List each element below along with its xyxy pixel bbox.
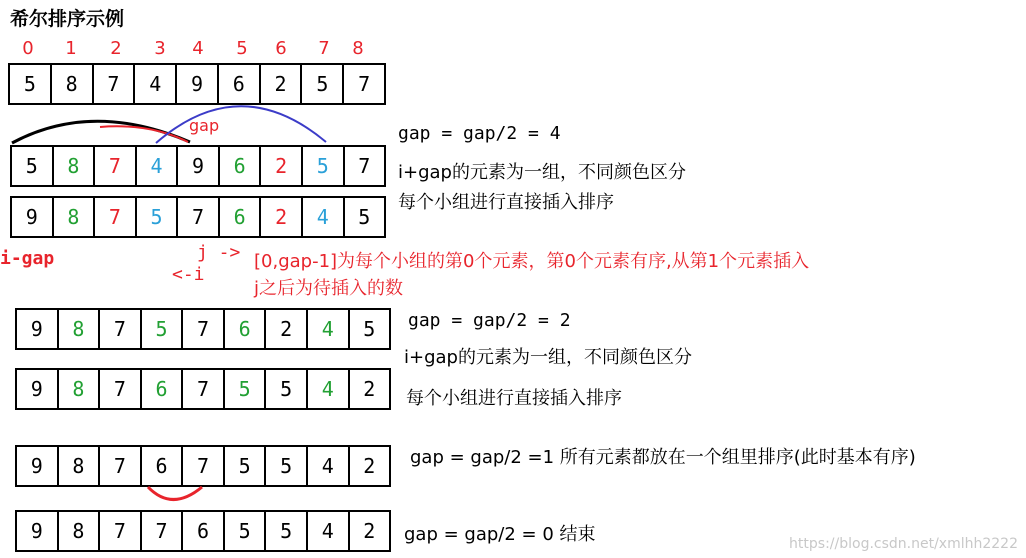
index-label: 1 <box>65 38 77 59</box>
array-cell: 9 <box>17 447 59 485</box>
note-insert-sort-1: 每个小组进行直接插入排序 <box>398 192 614 213</box>
array-cell: 8 <box>54 198 96 236</box>
index-label: 8 <box>352 38 364 59</box>
array-cell: 7 <box>142 512 184 550</box>
diagram-title: 希尔排序示例 <box>10 8 125 30</box>
array-row-gap0-final <box>15 510 391 552</box>
array-cell: 5 <box>10 65 52 103</box>
array-cell: 7 <box>100 370 142 408</box>
array-cell: 2 <box>261 198 303 236</box>
array-cell: 2 <box>363 519 376 543</box>
array-cell: 5 <box>225 447 267 485</box>
array-cell: 7 <box>358 72 371 96</box>
index-label: 4 <box>192 38 204 59</box>
index-label: 6 <box>275 38 287 59</box>
array-cell: 9 <box>178 147 220 185</box>
arc-blue-group <box>156 106 326 143</box>
note-insert-sort-2: 每个小组进行直接插入排序 <box>406 388 622 409</box>
array-cell: 4 <box>308 310 350 348</box>
index-label: 7 <box>318 38 330 59</box>
note-explain-1: [0,gap-1]为每个小组的第0个元素，第0个元素有序,从第1个元素插入 <box>254 251 810 272</box>
array-cell: 7 <box>100 512 142 550</box>
array-cell: 4 <box>137 147 179 185</box>
array-cell: 5 <box>303 147 345 185</box>
watermark: https://blog.csdn.net/xmlhh2222 <box>789 536 1018 552</box>
array-cell: 7 <box>183 310 225 348</box>
array-cell: 8 <box>59 512 101 550</box>
arc-black-group <box>12 121 190 143</box>
index-label: 0 <box>22 38 34 59</box>
array-cell: 7 <box>100 447 142 485</box>
array-cell: 7 <box>358 154 371 178</box>
note-gap-0: gap = gap/2 = 0 结束 <box>404 524 596 545</box>
array-cell: 7 <box>94 65 136 103</box>
array-cell: 8 <box>59 370 101 408</box>
array-row-gap1-before <box>15 445 391 487</box>
array-cell: 9 <box>12 198 54 236</box>
array-cell: 5 <box>142 310 184 348</box>
array-cell: 2 <box>261 147 303 185</box>
index-label: 5 <box>236 38 248 59</box>
array-cell: 4 <box>303 198 345 236</box>
array-cell: 6 <box>142 447 184 485</box>
array-cell: 8 <box>59 310 101 348</box>
note-gap-1: gap = gap/2 =1 所有元素都放在一个组里排序(此时基本有序) <box>410 447 916 468</box>
array-cell: 5 <box>363 317 376 341</box>
array-cell: 2 <box>363 454 376 478</box>
array-cell: 9 <box>177 65 219 103</box>
array-cell: 2 <box>266 310 308 348</box>
note-i-gap: i-gap <box>0 248 55 269</box>
note-group-rule-1: i+gap的元素为一组，不同颜色区分 <box>398 162 686 183</box>
array-cell: 7 <box>100 310 142 348</box>
array-cell: 7 <box>183 447 225 485</box>
array-cell: 9 <box>17 370 59 408</box>
array-cell: 7 <box>95 198 137 236</box>
array-cell: 6 <box>225 310 267 348</box>
array-cell: 5 <box>266 370 308 408</box>
array-cell: 4 <box>135 65 177 103</box>
array-cell: 8 <box>59 447 101 485</box>
note-gap-4: gap = gap/2 = 4 <box>398 123 561 144</box>
array-cell: 5 <box>266 512 308 550</box>
arc-red-group <box>100 126 188 142</box>
array-cell: 6 <box>220 147 262 185</box>
array-cell: 9 <box>17 512 59 550</box>
array-cell: 4 <box>308 447 350 485</box>
array-cell: 2 <box>261 65 303 103</box>
array-cell: 2 <box>363 377 376 401</box>
array-cell: 4 <box>308 512 350 550</box>
note-i-arrow: <-i <box>172 264 205 285</box>
array-cell: 6 <box>142 370 184 408</box>
array-row-gap2-sorted <box>15 368 391 410</box>
array-cell: 8 <box>52 65 94 103</box>
array-cell: 5 <box>137 198 179 236</box>
array-cell: 6 <box>183 512 225 550</box>
array-cell: 5 <box>12 147 54 185</box>
note-group-rule-2: i+gap的元素为一组，不同颜色区分 <box>404 347 692 368</box>
array-row-gap4-groups <box>10 145 386 187</box>
array-cell: 4 <box>308 370 350 408</box>
arc-swap-red <box>148 487 202 500</box>
array-cell: 7 <box>183 370 225 408</box>
array-row-gap2-groups <box>15 308 391 350</box>
array-cell: 9 <box>17 310 59 348</box>
array-cell: 7 <box>178 198 220 236</box>
arc-gap-label: gap <box>189 116 220 135</box>
array-cell: 5 <box>266 447 308 485</box>
array-cell: 7 <box>95 147 137 185</box>
array-cell: 6 <box>220 198 262 236</box>
array-cell: 6 <box>219 65 261 103</box>
array-cell: 8 <box>54 147 96 185</box>
array-cell: 5 <box>225 370 267 408</box>
note-gap-2: gap = gap/2 = 2 <box>408 310 571 331</box>
array-cell: 5 <box>302 65 344 103</box>
note-explain-2: j之后为待插入的数 <box>254 278 404 299</box>
index-label: 3 <box>154 38 166 59</box>
array-row-original <box>8 63 386 105</box>
array-cell: 5 <box>358 205 371 229</box>
note-j-arrow: j -> <box>197 242 241 263</box>
array-row-gap4-sorted <box>10 196 386 238</box>
index-label: 2 <box>110 38 122 59</box>
array-cell: 5 <box>225 512 267 550</box>
